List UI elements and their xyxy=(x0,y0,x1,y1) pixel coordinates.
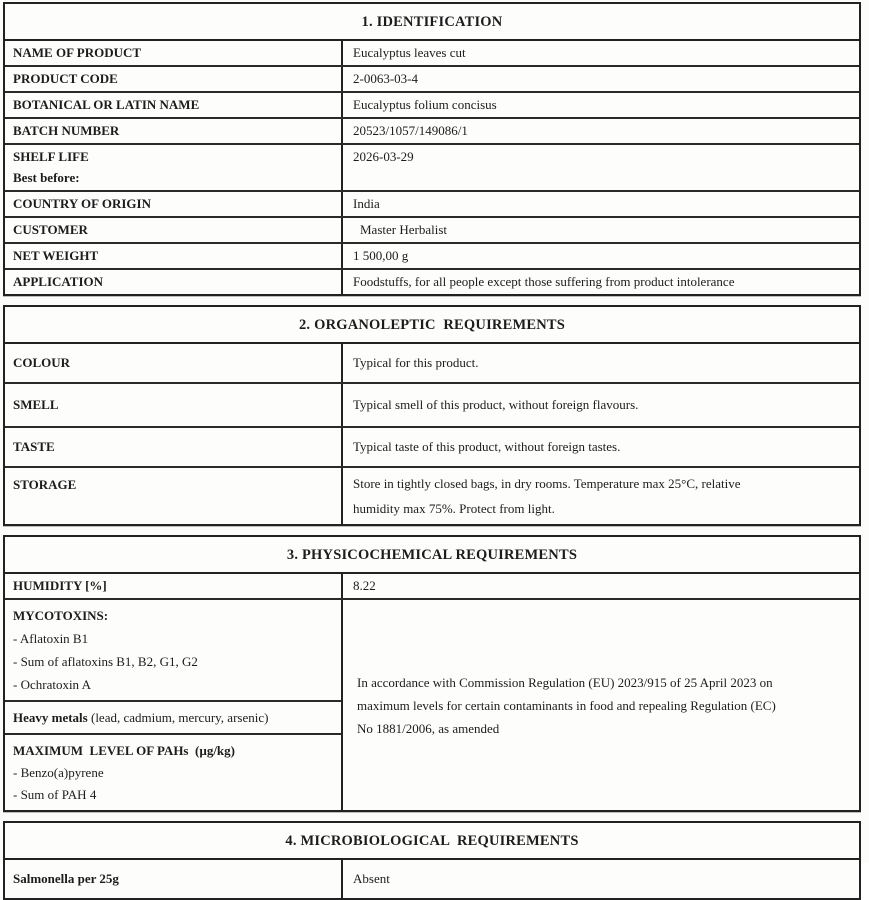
field-label: STORAGE xyxy=(5,468,343,524)
field-label: SMELL xyxy=(5,384,343,426)
field-label: COLOUR xyxy=(5,344,343,382)
row-country-of-origin xyxy=(5,190,859,216)
row-colour xyxy=(5,344,859,382)
organoleptic-section-title: 2. ORGANOLEPTIC REQUIREMENTS xyxy=(5,307,859,344)
field-value: 8.22 xyxy=(353,578,376,593)
field-value: 20523/1057/149086/1 xyxy=(353,123,468,138)
row-batch-number xyxy=(5,117,859,143)
regulation-line: maximum levels for certain contaminants in food and repealing Regulation (EC) xyxy=(357,697,776,713)
identification-section xyxy=(3,2,861,296)
field-value: 2-0063-03-4 xyxy=(353,71,418,86)
row-customer xyxy=(5,216,859,242)
field-value: 2026-03-29 xyxy=(353,149,414,164)
storage-value-line: Store in tightly closed bags, in dry rooms. Temperature max 25°C, relative xyxy=(353,476,741,491)
field-label: NET WEIGHT xyxy=(5,244,343,268)
regulation-line: In accordance with Commission Regulation (EU) 2023/915 of 25 April 2023 on xyxy=(357,674,773,690)
field-value: India xyxy=(353,196,380,211)
pahs-item: - Sum of PAH 4 xyxy=(13,787,97,802)
heavy-metals-text xyxy=(13,709,268,727)
microbiological-section-title: 4. MICROBIOLOGICAL REQUIREMENTS xyxy=(5,823,859,860)
row-application xyxy=(5,268,859,294)
row-name-of-product xyxy=(5,41,859,65)
storage-value-line: humidity max 75%. Protect from light. xyxy=(353,501,555,516)
physicochemical-section-title: 3. PHYSICOCHEMICAL REQUIREMENTS xyxy=(5,537,859,574)
regulation-note xyxy=(343,600,859,810)
row-smell xyxy=(5,382,859,426)
row-taste xyxy=(5,426,859,466)
shelf-life-label: SHELF LIFE xyxy=(13,149,89,164)
field-value: Eucalyptus folium concisus xyxy=(353,97,497,112)
field-value: Absent xyxy=(353,871,390,886)
field-label: NAME OF PRODUCT xyxy=(5,41,343,65)
mycotoxin-item: - Ochratoxin A xyxy=(13,677,91,692)
heavy-metals-block xyxy=(5,700,341,733)
identification-section-title: 1. IDENTIFICATION xyxy=(5,4,859,41)
field-label: HUMIDITY [%] xyxy=(5,574,343,598)
field-value: Typical smell of this product, without foreign flavours. xyxy=(353,397,639,412)
row-botanical-name xyxy=(5,91,859,117)
pahs-heading: MAXIMUM LEVEL OF PAHs (µg/kg) xyxy=(13,743,235,758)
field-value: Master Herbalist xyxy=(360,222,448,237)
row-salmonella xyxy=(5,860,859,898)
field-label: CUSTOMER xyxy=(5,218,343,242)
field-label: PRODUCT CODE xyxy=(5,67,343,91)
field-value: Typical for this product. xyxy=(353,355,479,370)
field-value xyxy=(343,468,859,524)
row-humidity xyxy=(5,574,859,598)
best-before-label: Best before: xyxy=(13,170,80,185)
pahs-block xyxy=(5,733,341,810)
field-value: 1 500,00 g xyxy=(353,248,409,263)
row-shelf-life xyxy=(5,143,859,190)
mycotoxin-item: - Sum of aflatoxins B1, B2, G1, G2 xyxy=(13,654,198,669)
contaminants-left-column xyxy=(5,600,343,810)
field-value: Foodstuffs, for all people except those suffering from product intolerance xyxy=(353,274,735,289)
microbiological-section xyxy=(3,821,861,900)
field-label xyxy=(5,145,343,190)
field-value: Typical taste of this product, without foreign tastes. xyxy=(353,439,621,454)
regulation-line: No 1881/2006, as amended xyxy=(357,720,500,736)
contaminants-grid xyxy=(5,598,859,810)
row-product-code xyxy=(5,65,859,91)
field-label: BATCH NUMBER xyxy=(5,119,343,143)
row-storage xyxy=(5,466,859,524)
field-label: BOTANICAL OR LATIN NAME xyxy=(5,93,343,117)
field-label: Salmonella per 25g xyxy=(5,860,343,898)
organoleptic-section xyxy=(3,305,861,526)
mycotoxins-heading: MYCOTOXINS: xyxy=(13,608,109,623)
field-label: COUNTRY OF ORIGIN xyxy=(5,192,343,216)
field-value: Eucalyptus leaves cut xyxy=(353,45,466,60)
field-label: TASTE xyxy=(5,428,343,466)
mycotoxin-item: - Aflatoxin B1 xyxy=(13,631,89,646)
heavy-metals-label: Heavy metals xyxy=(13,709,88,725)
field-label: APPLICATION xyxy=(5,270,343,294)
physicochemical-section xyxy=(3,535,861,812)
heavy-metals-detail: (lead, cadmium, mercury, arsenic) xyxy=(87,709,269,725)
pahs-item: - Benzo(a)pyrene xyxy=(13,765,104,780)
row-net-weight xyxy=(5,242,859,268)
mycotoxins-block xyxy=(5,600,341,700)
